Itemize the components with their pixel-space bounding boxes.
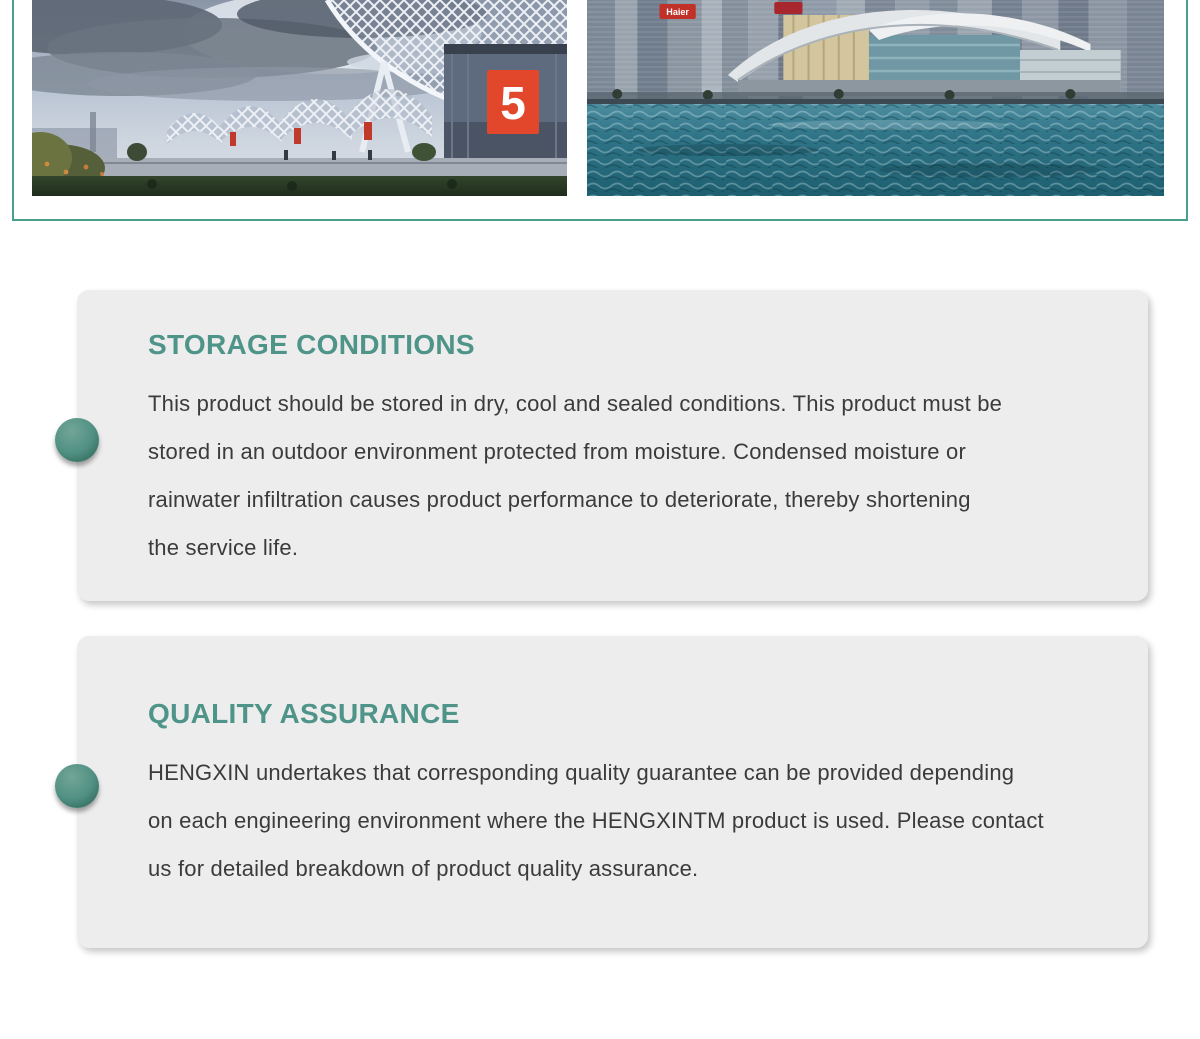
storage-conditions-card	[77, 290, 1148, 601]
exhibition-center-illustration	[32, 0, 567, 196]
quality-assurance-card	[77, 636, 1148, 948]
harbour-skyline-photo	[587, 0, 1164, 196]
quality-assurance-text-line: us for detailed breakdown of product quality assurance.	[148, 856, 699, 881]
storage-conditions-title: STORAGE CONDITIONS	[148, 329, 475, 360]
bullet-dot-icon	[55, 418, 99, 462]
bullet-dot-icon	[55, 764, 99, 808]
storage-conditions-text-line: the service life.	[148, 535, 299, 560]
gate-number-text: 5	[500, 77, 526, 129]
quality-assurance-text-line: on each engineering environment where the HENGXINTM product is used. Please contact	[148, 808, 1044, 833]
quality-assurance-text-line: HENGXIN undertakes that corresponding quality guarantee can be provided depending	[148, 760, 1015, 785]
storage-conditions-text-line: stored in an outdoor environment protected from moisture. Condensed moisture or	[148, 439, 966, 464]
storage-conditions-text-line: rainwater infiltration causes product performance to deteriorate, thereby shortening	[148, 487, 971, 512]
storage-conditions-text-line: This product should be stored in dry, cool and sealed conditions. This product must be	[148, 391, 1003, 416]
exhibition-center-photo	[32, 0, 567, 196]
haier-sign-text: Haier	[666, 7, 689, 17]
quality-assurance-title: QUALITY ASSURANCE	[148, 698, 460, 729]
photo-strip-frame	[12, 0, 1188, 221]
harbour-skyline-illustration	[587, 0, 1164, 196]
